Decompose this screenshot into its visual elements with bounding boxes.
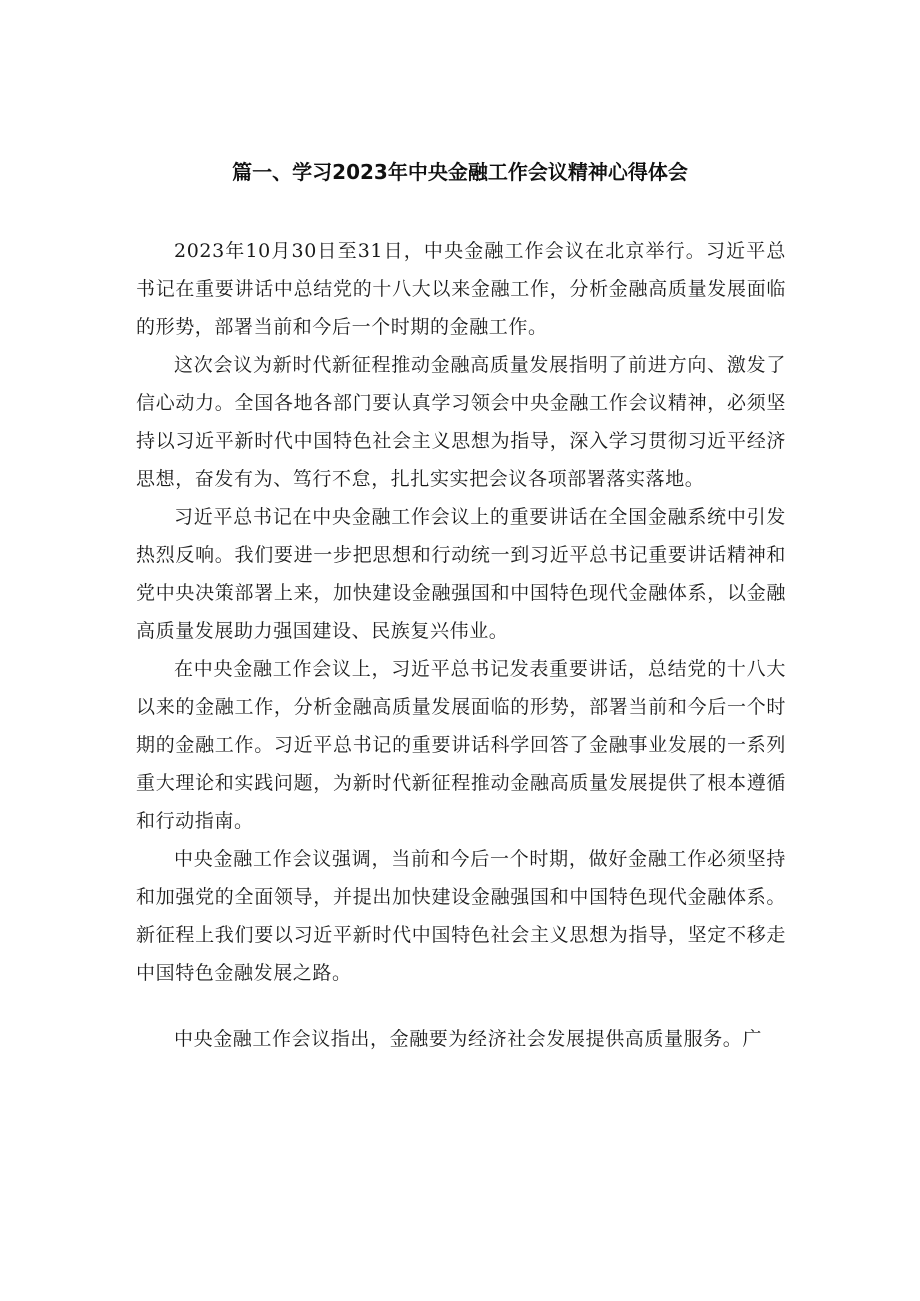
paragraph-4: 在中央金融工作会议上，习近平总书记发表重要讲话，总结党的十八大以来的金融工作，分析金融高质量发展面临的形势，部署当前和今后一个时期的金融工作。习近平总书记的重要讲话科学回答了金融事业发展的一系列重大理论和实践问题，为新时代新征程推动金融高质量发展提供了根本遵循和行动指南。 [136,658,786,832]
paragraph-2: 这次会议为新时代新征程推动金融高质量发展指明了前进方向、激发了信心动力。全国各地各部门要认真学习领会中央金融工作会议精神，必须坚持以习近平新时代中国特色社会主义思想为指导，深入学习贯彻习近平经济思想，奋发有为、笃行不怠，扎扎实实把会议各项部署落实落地。 [136,354,786,490]
paragraph-3: 习近平总书记在中央金融工作会议上的重要讲话在全国金融系统中引发热烈反响。我们要进一步把思想和行动统一到习近平总书记重要讲话精神和党中央决策部署上来，加快建设金融强国和中国特色现代金融体系，以金融高质量发展助力强国建设、民族复兴伟业。 [136,506,786,642]
paragraph-6: 中央金融工作会议指出，金融要为经济社会发展提供高质量服务。广 [174,1028,763,1050]
paragraph-5: 中央金融工作会议强调，当前和今后一个时期，做好金融工作必须坚持和加强党的全面领导，并提出加快建设金融强国和中国特色现代金融体系。新征程上我们要以习近平新时代中国特色社会主义思想为指导，坚定不移走中国特色金融发展之路。 [136,848,786,984]
paragraph-1: 2023年10月30日至31日，中央金融工作会议在北京举行。习近平总书记在重要讲话中总结党的十八大以来金融工作，分析金融高质量发展面临的形势，部署当前和今后一个时期的金融工作。 [136,240,786,338]
document-body [136,232,786,1058]
document-title: 篇一、学习2023年中央金融工作会议精神心得体会 [232,160,688,184]
